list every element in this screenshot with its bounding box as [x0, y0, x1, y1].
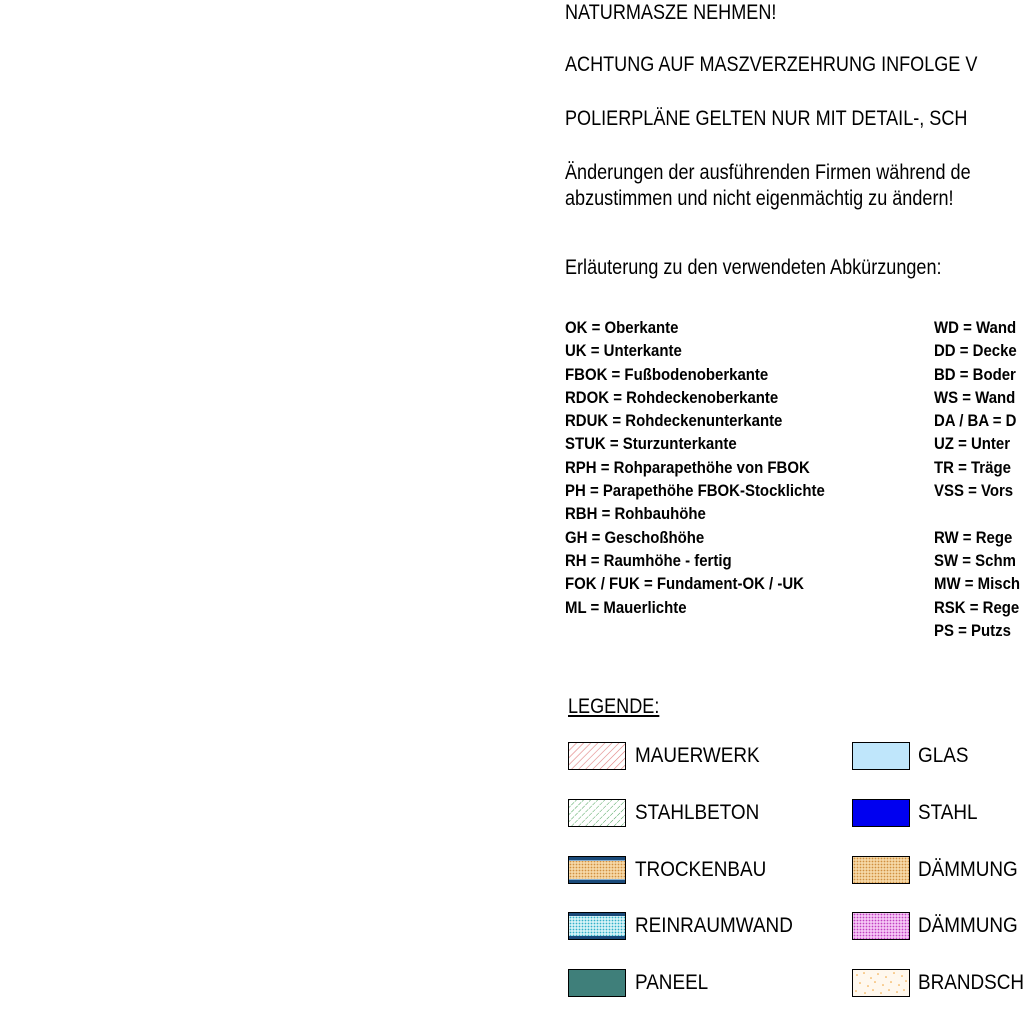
abbreviation-item: STUK = Sturzunterkante: [565, 434, 737, 454]
legend-label-reinraumwand: REINRAUMWAND: [635, 914, 793, 937]
legend-label-mauerwerk: MAUERWERK: [635, 744, 760, 767]
abbreviation-item: VSS = Vors: [934, 481, 1014, 501]
reinraumwand-swatch: [568, 912, 626, 940]
legend-title: LEGENDE:: [568, 695, 660, 718]
abbreviation-item: SW = Schm: [934, 550, 1016, 570]
abbreviation-item: TR = Träge: [934, 457, 1011, 477]
daemmung-pink-swatch: [852, 912, 910, 940]
abbreviation-item: UK = Unterkante: [565, 341, 682, 361]
abbreviation-item: RBH = Rohbauhöhe: [565, 504, 706, 524]
abbreviation-item: RW = Rege: [934, 527, 1013, 547]
daemmung-swatch: [852, 856, 910, 884]
note-natural-dimensions: NATURMASZE NEHMEN!: [565, 1, 777, 24]
note-changes-line2: abzustimmen und nicht eigenmächtig zu ändern!: [565, 187, 954, 210]
abbreviation-item: FOK / FUK = Fundament-OK / -UK: [565, 574, 804, 594]
legend-label-brandschutz: BRANDSCH: [918, 971, 1024, 994]
legend-label-daemmung: DÄMMUNG: [918, 858, 1018, 881]
abbreviation-item: RH = Raumhöhe - fertig: [565, 550, 732, 570]
note-dimension-warning: ACHTUNG AUF MASZVERZEHRUNG INFOLGE V: [565, 53, 978, 76]
abbreviation-item: RDUK = Rohdeckenunterkante: [565, 411, 783, 431]
note-changes-line1: Änderungen der ausführenden Firmen während de: [565, 161, 971, 184]
brandschutz-swatch: [852, 969, 910, 997]
legend-label-daemmung-2: DÄMMUNG: [918, 914, 1018, 937]
abbreviation-item: RDOK = Rohdeckenoberkante: [565, 387, 779, 407]
legend-label-stahl: STAHL: [918, 801, 978, 824]
abbreviations-list-left: [565, 316, 825, 619]
abbreviation-item: BD = Boder: [934, 364, 1016, 384]
abbreviation-item: UZ = Unter: [934, 434, 1011, 454]
legend-label-stahlbeton: STAHLBETON: [635, 801, 760, 824]
abbreviation-item: PH = Parapethöhe FBOK-Stocklichte: [565, 481, 825, 501]
stahl-swatch: [852, 799, 910, 827]
note-polier-plans: POLIERPLÄNE GELTEN NUR MIT DETAIL-, SCH: [565, 107, 968, 130]
abbreviation-item: OK = Oberkante: [565, 318, 679, 337]
abbreviation-item: MW = Misch: [934, 574, 1021, 594]
abbreviation-item: WS = Wand: [934, 387, 1016, 407]
legend-label-trockenbau: TROCKENBAU: [635, 858, 767, 881]
legend-label-paneel: PANEEL: [635, 971, 709, 994]
abbreviation-item: ML = Mauerlichte: [565, 597, 687, 617]
paneel-swatch: [568, 969, 626, 997]
abbreviation-item: FBOK = Fußbodenoberkante: [565, 364, 769, 384]
abbreviations-heading: Erläuterung zu den verwendeten Abkürzungen:: [565, 256, 942, 279]
abbreviation-item: [934, 502, 1022, 525]
abbreviations-list-right: [934, 316, 1022, 642]
glas-swatch: [852, 742, 910, 770]
stahlbeton-swatch: [568, 799, 626, 827]
abbreviation-item: GH = Geschoßhöhe: [565, 527, 705, 547]
abbreviation-item: PS = Putzs: [934, 620, 1011, 640]
abbreviation-item: RSK = Rege: [934, 597, 1020, 617]
abbreviation-item: RPH = Rohparapethöhe von FBOK: [565, 457, 810, 477]
trockenbau-swatch: [568, 856, 626, 884]
abbreviation-item: WD = Wand: [934, 318, 1017, 337]
legend-label-glas: GLAS: [918, 744, 969, 767]
mauerwerk-swatch: [568, 742, 626, 770]
abbreviation-item: DA / BA = D: [934, 411, 1017, 431]
abbreviation-item: DD = Decke: [934, 341, 1017, 361]
